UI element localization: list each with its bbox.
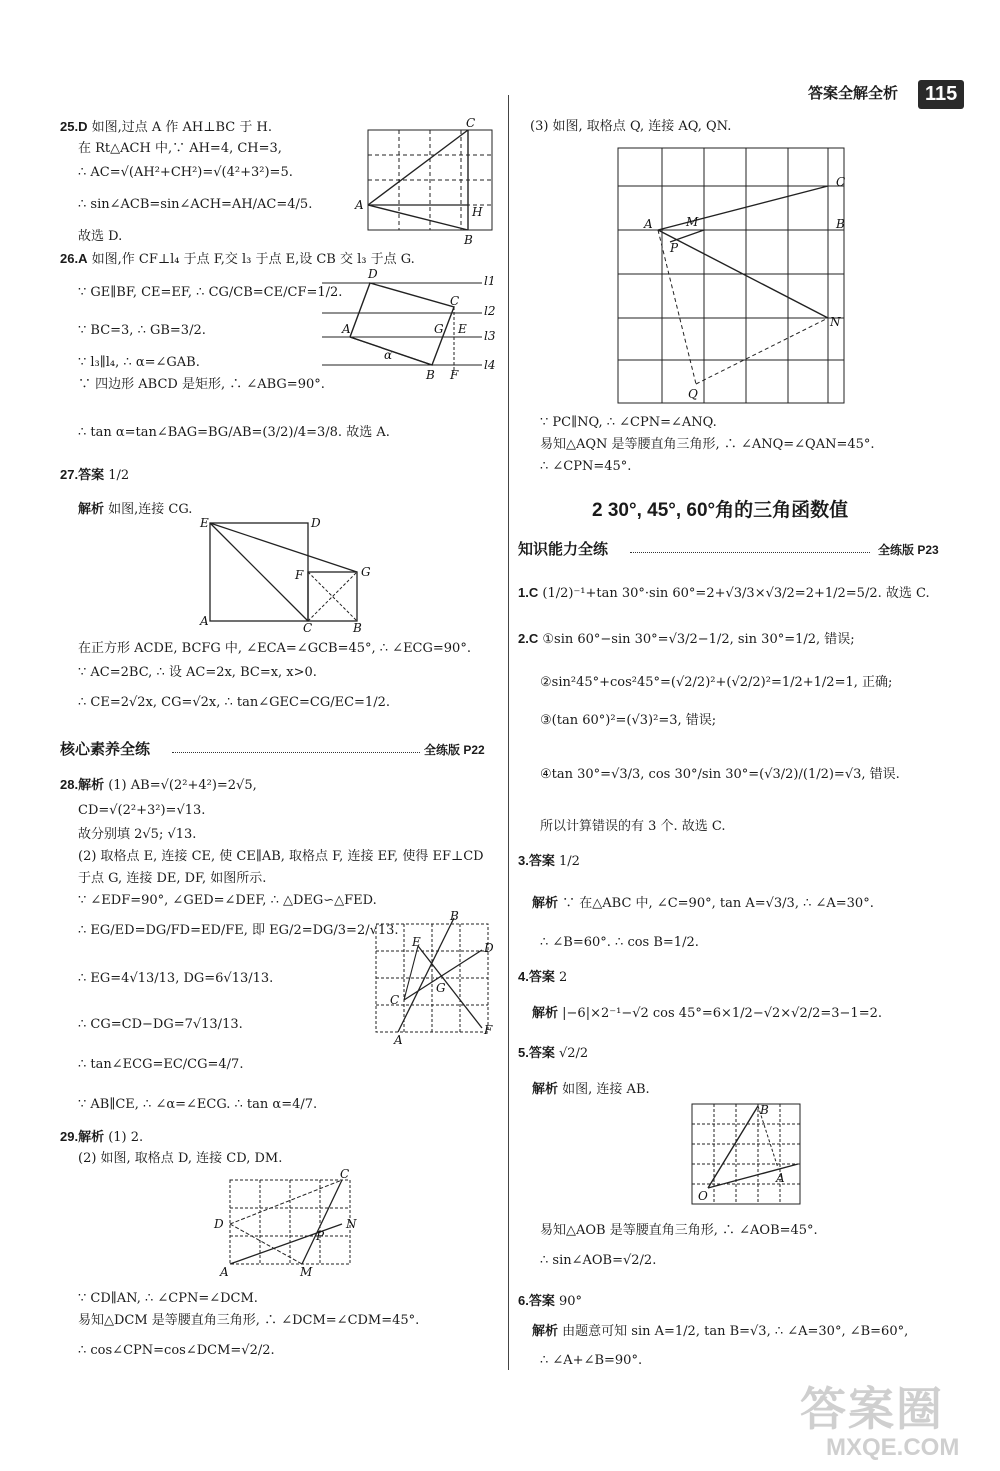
solution-line: 在正方形 ACDE, BCFG 中, ∠ECA=∠GCB=45°, ∴ ∠ECG=90°. bbox=[78, 641, 471, 656]
solution-line: (1/2)⁻¹+tan 30°·sin 60°=2+√3/3×√3/2=2+1/2=5/2. 故选 C. bbox=[542, 586, 930, 601]
solution-line: ∴ AC=√(AH²+CH²)=√(4²+3²)=5. bbox=[78, 165, 293, 180]
fig-label: G bbox=[434, 322, 444, 336]
question-number: 5.答案 bbox=[518, 1045, 555, 1060]
solution-line: 如图,作 CF⊥l₄ 于点 F,交 l₃ 于点 E,设 CB 交 l₃ 于点 G. bbox=[91, 252, 415, 267]
solution-line: ∵ GE∥BF, CE=EF, ∴ CG/CB=CE/CF=1/2. bbox=[78, 285, 343, 300]
figure-q28 bbox=[370, 910, 500, 1045]
fig-label: G bbox=[361, 565, 371, 579]
solution-line: |−6|×2⁻¹−√2 cos 45°=6×1/2−√2×√2/2=3−1=2. bbox=[562, 1006, 882, 1021]
solution-line: ∵ CD∥AN, ∴ ∠CPN=∠DCM. bbox=[78, 1291, 258, 1306]
fig-label: A bbox=[200, 614, 209, 628]
solution-line: 如图, 连接 AB. bbox=[562, 1082, 650, 1097]
fig-label: D bbox=[484, 941, 494, 955]
solution-line: ∴ ∠B=60°. ∴ cos B=1/2. bbox=[540, 935, 699, 950]
fig-label: C bbox=[466, 118, 476, 130]
analysis-label: 解析 bbox=[78, 501, 105, 516]
solution-line: ∴ ∠A+∠B=90°. bbox=[540, 1353, 643, 1368]
fig-label: l4 bbox=[484, 358, 496, 372]
figure-q5 bbox=[688, 1100, 806, 1212]
analysis-label: 解析 bbox=[532, 1005, 559, 1020]
fig-label: D bbox=[311, 516, 321, 530]
solution-line: 所以计算错误的有 3 个. 故选 C. bbox=[540, 819, 726, 834]
question-number: 28.解析 bbox=[60, 777, 105, 792]
solution-line: 由题意可知 sin A=1/2, tan B=√3, ∴ ∠A=30°, ∠B=60°, bbox=[562, 1324, 909, 1339]
solution-line: (2) 取格点 E, 连接 CE, 使 CE∥AB, 取格点 F, 连接 EF, 使得 EF⊥CD bbox=[78, 849, 484, 864]
solution-line: ∵ AC=2BC, ∴ 设 AC=2x, BC=x, x>0. bbox=[78, 665, 317, 680]
fig-label: C bbox=[450, 294, 460, 308]
question-number: 27.答案 bbox=[60, 467, 105, 482]
fig-label: M bbox=[686, 215, 699, 229]
solution-line: 如图,过点 A 作 AH⊥BC 于 H. bbox=[91, 120, 272, 135]
solution-line: ∵ 四边形 ABCD 是矩形, ∴ ∠ABG=90°. bbox=[78, 377, 325, 392]
figure-q27 bbox=[195, 515, 375, 633]
header-title: 答案全解全析 bbox=[808, 85, 899, 102]
fig-label: E bbox=[200, 516, 209, 530]
fig-label: D bbox=[214, 1217, 224, 1231]
fig-label: A bbox=[220, 1265, 229, 1278]
solution-line: 如图,连接 CG. bbox=[108, 502, 193, 517]
solution-line: ∴ CG=CD−DG=7√13/13. bbox=[78, 1017, 243, 1032]
lesson-title: 2 30°, 45°, 60°角的三角函数值 bbox=[592, 500, 849, 521]
figure-q29 bbox=[210, 1168, 370, 1278]
solution-line: ∴ EG=4√13/13, DG=6√13/13. bbox=[78, 971, 274, 986]
solution-line: 在 Rt△ACH 中,∵ AH=4, CH=3, bbox=[78, 141, 282, 156]
solution-line: ∵ PC∥NQ, ∴ ∠CPN=∠ANQ. bbox=[540, 415, 717, 430]
fig-label: P bbox=[316, 1229, 325, 1243]
analysis-label: 解析 bbox=[532, 1081, 559, 1096]
question-number: 26.A bbox=[60, 251, 88, 266]
question-number: 3.答案 bbox=[518, 853, 555, 868]
fig-label: B bbox=[426, 368, 435, 382]
solution-line: ∵ 在△ABC 中, ∠C=90°, tan A=√3/3, ∴ ∠A=30°. bbox=[562, 896, 874, 911]
solution-line: 故选 D. bbox=[78, 229, 123, 244]
solution-line: CD=√(2²+3²)=√13. bbox=[78, 803, 206, 818]
solution-line: ∵ ∠EDF=90°, ∠GED=∠DEF, ∴ △DEG∽△FED. bbox=[78, 893, 377, 908]
answer: 90° bbox=[558, 1294, 583, 1309]
figure-q26 bbox=[322, 265, 500, 410]
fig-label: O bbox=[698, 1189, 708, 1203]
solution-line: (3) 如图, 取格点 Q, 连接 AQ, QN. bbox=[530, 119, 732, 134]
fig-label: M bbox=[300, 1265, 313, 1278]
fig-label: l2 bbox=[484, 304, 496, 318]
fig-label: B bbox=[464, 233, 473, 247]
fig-label: A bbox=[355, 198, 364, 212]
solution-line: (1) 2. bbox=[108, 1130, 144, 1145]
fig-label: G bbox=[436, 981, 446, 995]
analysis-label: 解析 bbox=[532, 895, 559, 910]
solution-line: 故分别填 2√5; √13. bbox=[78, 827, 197, 842]
fig-label: B bbox=[353, 621, 362, 633]
question-number: 25.D bbox=[60, 119, 88, 134]
fig-label: D bbox=[368, 267, 378, 281]
solution-line: 易知△AOB 是等腰直角三角形, ∴ ∠AOB=45°. bbox=[540, 1223, 818, 1238]
analysis-label: 解析 bbox=[532, 1323, 559, 1338]
solution-line: ①sin 60°−sin 30°=√3/2−1/2, sin 30°=1/2, 错误; bbox=[542, 632, 855, 647]
fig-label: l1 bbox=[484, 274, 496, 288]
solution-line: ∵ AB∥CE, ∴ ∠α=∠ECG. ∴ tan α=4/7. bbox=[78, 1097, 318, 1112]
fig-label: H bbox=[472, 205, 483, 219]
question-number: 6.答案 bbox=[518, 1293, 555, 1308]
section-page: 全练版 P23 bbox=[878, 543, 939, 557]
fig-label: C bbox=[340, 1168, 350, 1181]
question-number: 29.解析 bbox=[60, 1129, 105, 1144]
fig-label: F bbox=[484, 1023, 493, 1037]
solution-line: 于点 G, 连接 DE, DF, 如图所示. bbox=[78, 871, 267, 886]
watermark-logo: 答案圈 bbox=[800, 1383, 944, 1435]
question-number: 1.C bbox=[518, 585, 539, 600]
fig-label: N bbox=[346, 1217, 357, 1231]
fig-label: C bbox=[303, 621, 313, 633]
fig-label: l3 bbox=[484, 329, 496, 343]
solution-line: ∴ cos∠CPN=cos∠DCM=√2/2. bbox=[78, 1343, 275, 1358]
section-title: 核心素养全练 bbox=[60, 741, 151, 758]
solution-line: ∵ BC=3, ∴ GB=3/2. bbox=[78, 323, 206, 338]
fig-label: A bbox=[342, 322, 351, 336]
figure-q25 bbox=[352, 118, 497, 248]
answer: 1/2 bbox=[558, 854, 580, 869]
solution-line: 易知△DCM 是等腰直角三角形, ∴ ∠DCM=∠CDM=45°. bbox=[78, 1313, 420, 1328]
fig-label: B bbox=[760, 1103, 769, 1117]
solution-line: ④tan 30°=√3/3, cos 30°/sin 30°=(√3/2)/(1/2)=√3, 错误. bbox=[540, 767, 900, 782]
question-number: 2.C bbox=[518, 631, 539, 646]
question-number: 4.答案 bbox=[518, 969, 555, 984]
fig-label: P bbox=[670, 241, 679, 255]
solution-line: (2) 如图, 取格点 D, 连接 CD, DM. bbox=[78, 1151, 283, 1166]
fig-label: N bbox=[830, 315, 841, 329]
fig-label: Q bbox=[688, 387, 698, 401]
solution-line: ∴ tan∠ECG=EC/CG=4/7. bbox=[78, 1057, 244, 1072]
fig-label: A bbox=[394, 1033, 403, 1045]
section-dots bbox=[172, 752, 420, 753]
section-dots bbox=[630, 552, 870, 553]
fig-label: E bbox=[458, 322, 467, 336]
fig-label: B bbox=[836, 217, 845, 231]
solution-line: ②sin²45°+cos²45°=(√2/2)²+(√2/2)²=1/2+1/2=1, 正确; bbox=[540, 675, 893, 690]
fig-label: B bbox=[450, 910, 459, 923]
solution-line: ∴ EG/ED=DG/FD=ED/FE, 即 EG/2=DG/3=2/√13. bbox=[78, 923, 399, 938]
solution-line: (1) AB=√(2²+4²)=2√5, bbox=[108, 778, 257, 793]
fig-label: C bbox=[836, 175, 846, 189]
fig-label: α bbox=[384, 348, 393, 362]
solution-line: 易知△AQN 是等腰直角三角形, ∴ ∠ANQ=∠QAN=45°. bbox=[540, 437, 875, 452]
fig-label: A bbox=[644, 217, 653, 231]
fig-label: C bbox=[390, 993, 400, 1007]
page-number: 115 bbox=[918, 80, 964, 109]
fig-label: A bbox=[776, 1171, 785, 1185]
fig-label: F bbox=[295, 568, 304, 582]
question-1 bbox=[518, 584, 930, 603]
answer: 1/2 bbox=[108, 468, 130, 483]
answer: 2 bbox=[558, 970, 568, 985]
solution-line: ∴ sin∠ACB=sin∠ACH=AH/AC=4/5. bbox=[78, 197, 313, 212]
solution-line: ∴ CE=2√2x, CG=√2x, ∴ tan∠GEC=CG/EC=1/2. bbox=[78, 695, 390, 710]
column-divider bbox=[508, 95, 509, 1370]
solution-line: ∴ sin∠AOB=√2/2. bbox=[540, 1253, 657, 1268]
figure-q29-3 bbox=[600, 138, 870, 413]
fig-label: E bbox=[412, 935, 421, 949]
solution-line: ∴ ∠CPN=45°. bbox=[540, 459, 632, 474]
section-page: 全练版 P22 bbox=[424, 743, 485, 757]
solution-line: ∵ l₃∥l₄, ∴ α=∠GAB. bbox=[78, 355, 200, 370]
section-title: 知识能力全练 bbox=[518, 541, 609, 558]
fig-label: F bbox=[450, 368, 459, 382]
solution-line: ③(tan 60°)²=(√3)²=3, 错误; bbox=[540, 713, 717, 728]
watermark-url: MXQE.COM bbox=[826, 1434, 960, 1461]
solution-line: ∴ tan α=tan∠BAG=BG/AB=(3/2)/4=3/8. 故选 A. bbox=[78, 425, 390, 440]
answer: √2/2 bbox=[558, 1046, 589, 1061]
